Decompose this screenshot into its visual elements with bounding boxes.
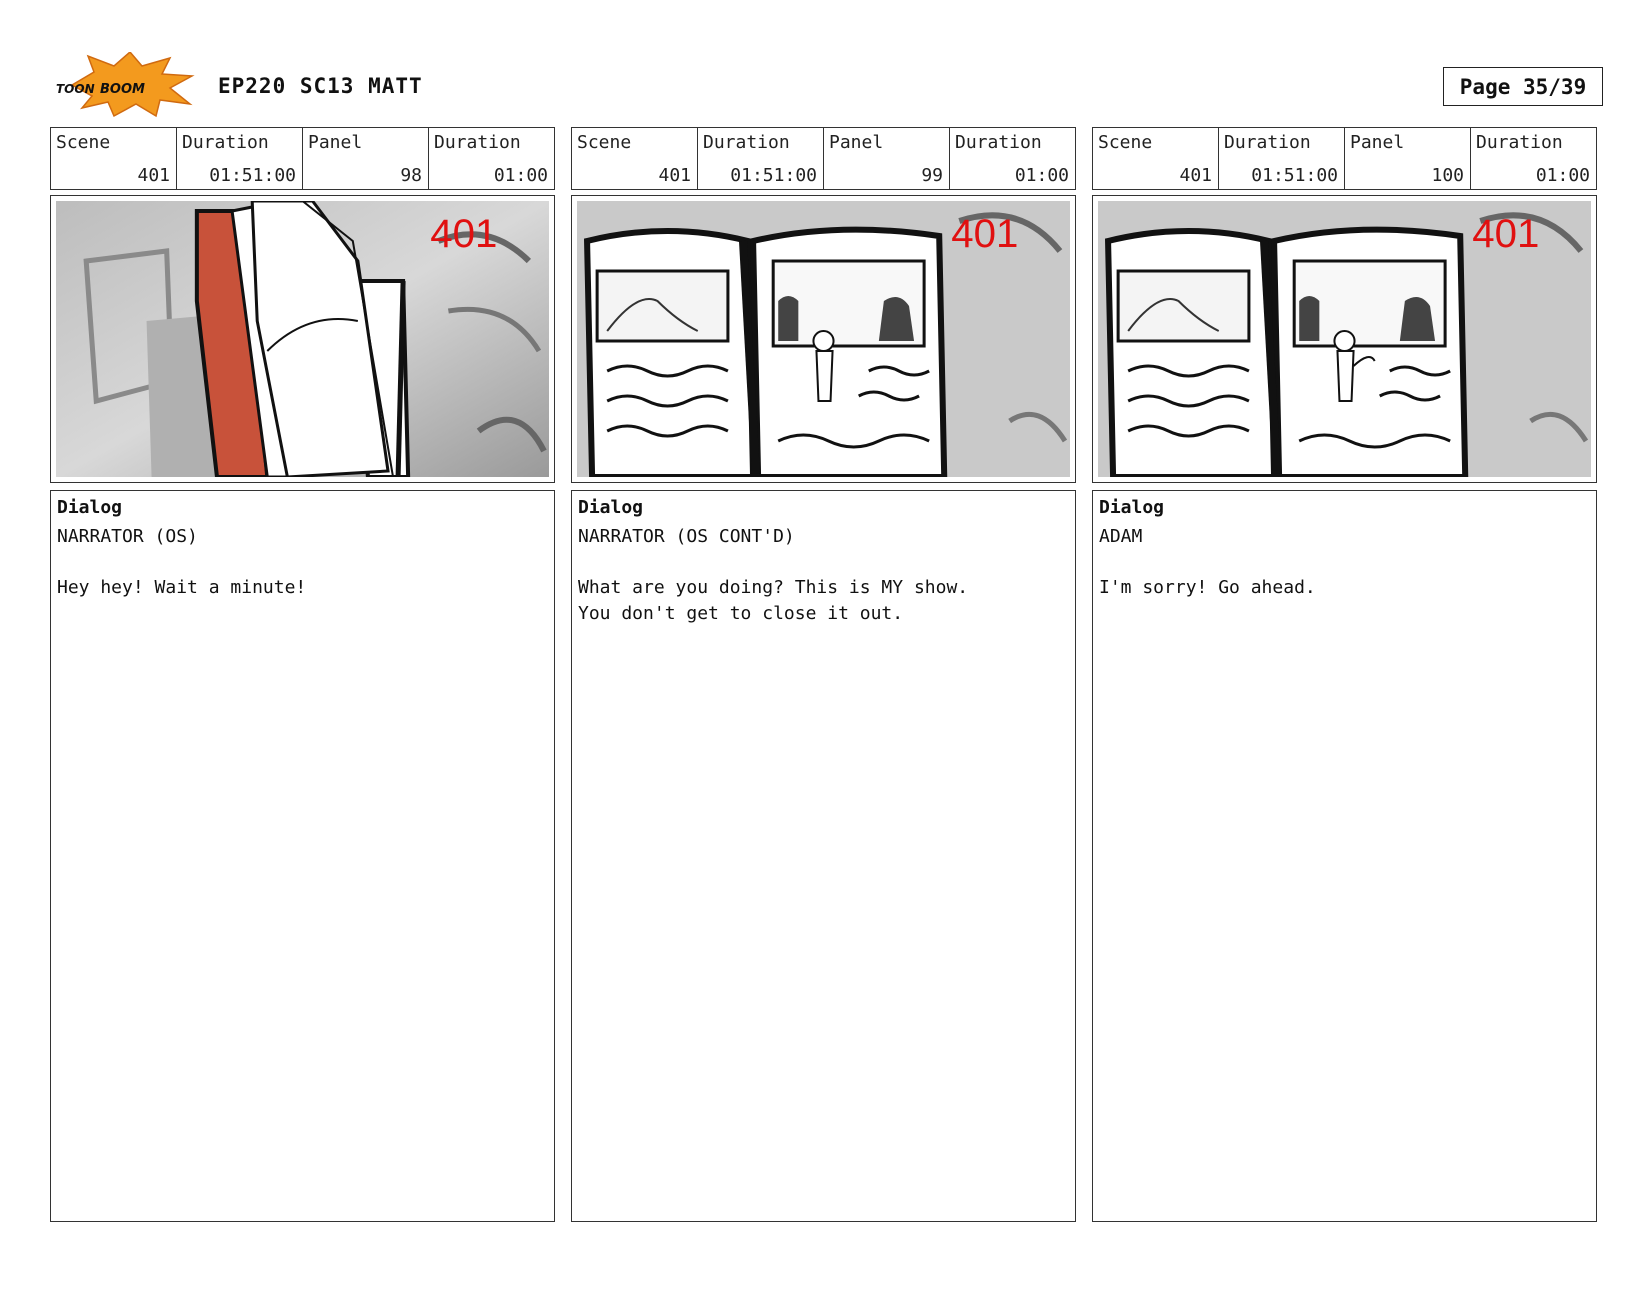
dialog-line: You don't get to close it out. bbox=[578, 603, 904, 624]
toon-boom-logo bbox=[52, 52, 202, 118]
scene-duration-label: Duration bbox=[1224, 132, 1311, 153]
dialog-box bbox=[50, 490, 555, 1222]
dialog-heading: Dialog bbox=[1099, 497, 1165, 518]
dialog-heading: Dialog bbox=[57, 497, 123, 518]
panel-duration-label: Duration bbox=[955, 132, 1042, 153]
scene-duration-value: 01:51:00 bbox=[1251, 165, 1338, 186]
panel-label: Panel bbox=[1350, 132, 1405, 153]
panel-value: 99 bbox=[921, 165, 943, 186]
frame-number: 401 bbox=[1472, 211, 1540, 256]
scene-label: Scene bbox=[577, 132, 632, 153]
logo-text-boom: BOOM bbox=[100, 82, 145, 97]
panel-info-table bbox=[50, 127, 555, 190]
dialog-heading: Dialog bbox=[578, 497, 644, 518]
storyboard-sketch-open-book bbox=[577, 201, 1070, 477]
dialog-speaker: NARRATOR (OS) bbox=[57, 526, 198, 547]
scene-duration-value: 01:51:00 bbox=[209, 165, 296, 186]
dialog-speaker: ADAM bbox=[1099, 526, 1143, 547]
logo-text-toon: TOON bbox=[56, 82, 95, 96]
scene-value: 401 bbox=[1179, 165, 1212, 186]
panel-duration-label: Duration bbox=[1476, 132, 1563, 153]
dialog-line: Hey hey! Wait a minute! bbox=[57, 577, 307, 598]
panel-value: 98 bbox=[400, 165, 422, 186]
dialog-box bbox=[1092, 490, 1597, 1222]
panel-column-99 bbox=[571, 127, 1076, 1222]
panel-label: Panel bbox=[829, 132, 884, 153]
panel-column-98 bbox=[50, 127, 555, 1222]
frame-number: 401 bbox=[951, 211, 1019, 256]
panel-value: 100 bbox=[1431, 165, 1464, 186]
panel-duration-value: 01:00 bbox=[493, 165, 548, 186]
panel-info-table bbox=[571, 127, 1076, 190]
page-indicator: Page 35/39 bbox=[1443, 67, 1603, 106]
storyboard-frame bbox=[1092, 195, 1597, 483]
episode-title: EP220 SC13 MATT bbox=[218, 74, 423, 98]
dialog-box bbox=[571, 490, 1076, 1222]
panel-duration-value: 01:00 bbox=[1014, 165, 1069, 186]
panel-duration-value: 01:00 bbox=[1535, 165, 1590, 186]
scene-duration-label: Duration bbox=[703, 132, 790, 153]
scene-duration-value: 01:51:00 bbox=[730, 165, 817, 186]
scene-value: 401 bbox=[658, 165, 691, 186]
dialog-line: What are you doing? This is MY show. bbox=[578, 577, 969, 598]
storyboard-frame bbox=[571, 195, 1076, 483]
panel-info-table bbox=[1092, 127, 1597, 190]
scene-label: Scene bbox=[1098, 132, 1153, 153]
panel-column-100 bbox=[1092, 127, 1597, 1222]
panel-label: Panel bbox=[308, 132, 363, 153]
scene-duration-label: Duration bbox=[182, 132, 269, 153]
storyboard-frame bbox=[50, 195, 555, 483]
storyboard-sketch-open-book-gesture bbox=[1098, 201, 1591, 477]
storyboard-sketch-book-closing bbox=[56, 201, 549, 477]
dialog-line: I'm sorry! Go ahead. bbox=[1099, 577, 1316, 598]
scene-label: Scene bbox=[56, 132, 111, 153]
scene-value: 401 bbox=[137, 165, 170, 186]
dialog-speaker: NARRATOR (OS CONT'D) bbox=[578, 526, 795, 547]
frame-number: 401 bbox=[430, 211, 498, 256]
panel-duration-label: Duration bbox=[434, 132, 521, 153]
